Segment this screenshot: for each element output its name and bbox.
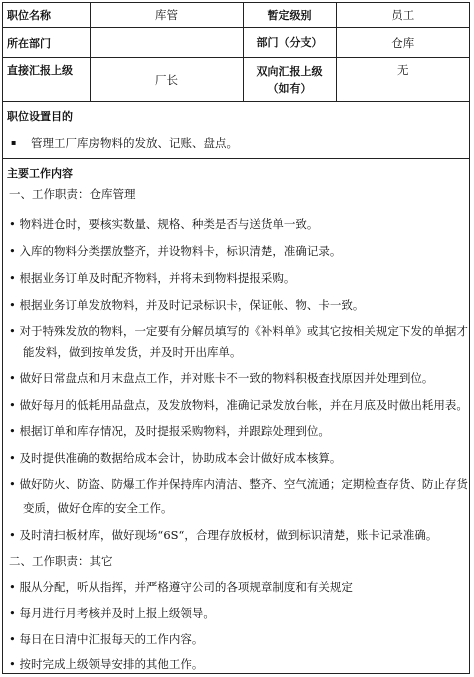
position-name-label: 职位名称 xyxy=(3,3,90,28)
list-item: • 物料进仓时，要核实数量、规格、种类是否与送货单一致。 xyxy=(9,217,319,231)
list-item: • 及时提供准确的数据给成本会计，协助成本会计做好成本核算。 xyxy=(9,451,342,465)
dual-report-label xyxy=(243,58,336,102)
branch-value: 仓库 xyxy=(336,28,469,58)
duties-section xyxy=(3,159,469,674)
section1-heading: 一、工作职责：仓库管理 xyxy=(9,187,136,201)
department-value xyxy=(90,28,243,58)
list-item: • 做好每月的低耗用品盘点，及发放物料，准确记录发放台帐，并在月底及时做出耗用表。 xyxy=(9,398,468,412)
dual-report-value: 无 xyxy=(336,58,469,102)
square-bullet-icon: ▪ xyxy=(11,138,17,147)
list-item: • 根据订单和库存情况，及时提报采购物料，并跟踪处理到位。 xyxy=(9,424,330,438)
list-item: • 每日在日清中汇报每天的工作内容。 xyxy=(9,632,204,646)
list-item: • 做好日常盘点和月末盘点工作，并对账卡不一致的物料积极查找原因并处理到位。 xyxy=(9,371,434,385)
job-description-form xyxy=(2,2,470,674)
branch-label: 部门（分支） xyxy=(243,28,336,58)
tentative-level-value: 员工 xyxy=(336,3,469,28)
list-item: • 对于特殊发放的物料，一定要有分解员填写的《补料单》或其它按相关规定下发的单据才 xyxy=(9,324,468,338)
list-item: • 做好防火、防盗、防爆工作并保持库内清洁、整齐、空气流通；定期检查存货、防止存货 xyxy=(9,477,468,491)
dual-report-label-line1: 双向汇报上级 xyxy=(256,64,323,78)
list-item: • 按时完成上级领导安排的其他工作。 xyxy=(9,657,204,671)
list-item: • 每月进行月考核并及时上报上级领导。 xyxy=(9,606,215,620)
tentative-level-label: 暂定级别 xyxy=(243,3,336,28)
department-label: 所在部门 xyxy=(3,28,90,58)
list-item: • 根据业务订单及时配齐物料，并将未到物料提报采购。 xyxy=(9,271,296,285)
job-info-table xyxy=(3,3,469,102)
position-name-value: 库管 xyxy=(90,3,243,28)
purpose-text: 管理工厂库房物料的发放、记账、盘点。 xyxy=(31,136,238,150)
duties-title: 主要工作内容 xyxy=(7,167,73,180)
purpose-section xyxy=(3,102,469,159)
list-item: • 根据业务订单发放物料，并及时记录标识卡，保证帐、物、卡一致。 xyxy=(9,298,365,312)
list-item-continuation: 能发料，做到按单发货，并及时开出库单。 xyxy=(23,345,242,359)
list-item-continuation: 变质，做好仓库的安全工作。 xyxy=(23,501,173,515)
section2-heading: 二、工作职责：其它 xyxy=(9,554,113,568)
list-item: • 服从分配，听从指挥，并严格遵守公司的各项规章制度和有关规定 xyxy=(9,580,353,594)
dual-report-label-line2: （如有） xyxy=(267,81,312,95)
direct-report-value: 厂长 xyxy=(90,58,243,102)
direct-report-label: 直接汇报上级 xyxy=(3,58,90,102)
purpose-title: 职位设置目的 xyxy=(7,110,73,123)
list-item: • 入库的物料分类摆放整齐，并设物料卡，标识清楚，准确记录。 xyxy=(9,244,342,258)
list-item: • 及时清扫板材库，做好现场“6S“，合理存放板材，做到标识清楚，账卡记录准确。 xyxy=(9,528,438,542)
